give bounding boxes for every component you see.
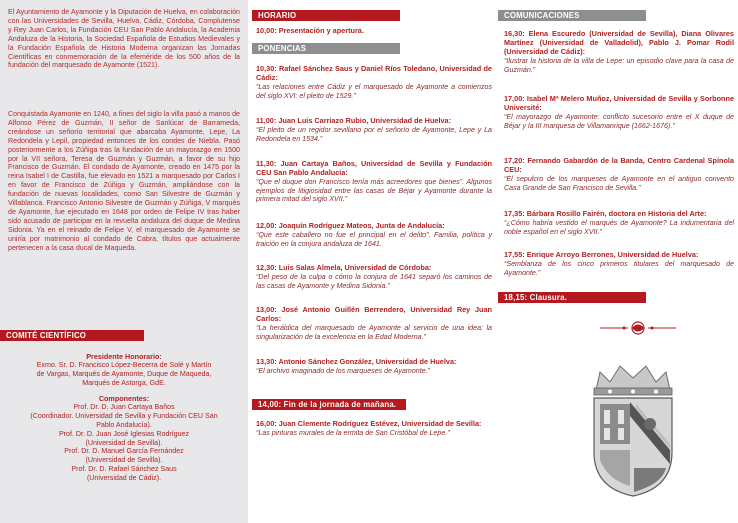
ponencia-entry <box>256 358 492 376</box>
comunicacion-title: 17,35: Bárbara Rosillo Fairén, doctora en Historia del Arte: <box>504 209 707 218</box>
ponencia-title: 13,00: José Antonio Guillén Berrendero, Universidad Rey Juan Carlos: <box>256 305 492 323</box>
componente-line: Prof. Dr. D. Manuel García Fernández <box>64 447 184 456</box>
comunicacion-title: 17,20: Fernando Gabardón de la Banda, Centro Cardenal Spínola CEU: <box>504 156 734 174</box>
ponencia-title: 16,00: Juan Clemente Rodríguez Estévez, Universidad de Sevilla: <box>256 419 482 428</box>
ponencia-entry <box>256 160 492 204</box>
ponencia-quote: “Del peso de la culpa o cómo la conjura de 1641 separó los caminos de las casas de Ayamonte y Medina Sidonia.” <box>256 272 492 290</box>
ponencia-entry <box>256 420 492 438</box>
intro-paragraph-2: Conquistada Ayamonte en 1240, a fines del siglo la villa pasó a manos de Alfonso Pérez de Guzmán, II señor de Sanlúcar de Barrameda, creándose un señorío territorial que abarcaba Ayamonte, Lepe, La Redondela y Lepil, propiedad entonces de los condes de Niebla. Pasó posteriormente a los Zúñiga tras la fundación de un mayorazgo en 1500 por la VII señora, Teresa de Guzmán y Guzmán, a favor de su hijo Francisco de Guzmán. El condado de Ayamonte, creado en 1475 por la reina Isabel I de Castilla, fue elevado en 1521 a marquesado por Carlos I en favor de Francisco de Zúñiga y Guzmán, ampliándose con la fundación de nuevas localidades, como San Silvestre de Guzmán y Villablanca. Francisco Antonio Silvestre de Guzmán y Zúñiga, V marqués de Ayamonte, fue ejecutado en 1648 por orden de Felipe IV tras haber sido acusado de participar en la revuelta andaluza del duque de Medina Sidonia. Ya en el reinado de Felipe V, el marquesado de Ayamonte se uniría por matrimonio al condado de Cabra, títulos que actualmente pertenecen a la casa ducal de Maqueda. <box>8 110 240 252</box>
comite-header: COMITÉ CIENTÍFICO <box>0 330 144 341</box>
ponencia-quote: “El pleito de un regidor sevillano por el señorío de Ayamonte, Lepe y La Redondela en 1534.” <box>256 125 492 143</box>
comunicacion-quote: “El sepulcro de los marqueses de Ayamonte en el antiguo convento Casa Grande de San Francisco de Sevilla.” <box>504 174 734 192</box>
comunicacion-entry <box>504 95 734 130</box>
componente-line: (Universidad de Cádiz). <box>86 473 162 482</box>
componente-line: Prof. Dr. D. Rafael Sánchez Saus <box>71 464 177 473</box>
honorario-line: de Vargas, Marqués de Ayamonte, Duque de Maqueda, <box>36 369 212 378</box>
honorario-line: Exmo. Sr. D. Francisco López-Becerra de Solé y Martín <box>36 361 212 369</box>
componente-line: (Coordinador. Universidad de Sevilla y Fundación CEU San <box>30 412 218 421</box>
clausura-header: 18,15: Clausura. <box>498 292 646 303</box>
comunicacion-entry <box>504 30 734 74</box>
ponencia-quote: “Que el duque don Francisco tenía más acreedores que bienes”. Algunos ejemplos de litigiosidad entre las casas de Béjar y Ayamonte durante la primera mitad del siglo XVII.” <box>256 177 492 204</box>
componente-line: Pablo Andalucía). <box>96 420 152 429</box>
ponencia-quote: “Que este caballero no fue el principal en el delito”. Familia, política y traición en la conjura andaluza de 1641. <box>256 230 492 248</box>
ponencia-title: 12,30: Luis Salas Almela, Universidad de Córdoba: <box>256 263 432 272</box>
ponencia-quote: “Las relaciones entre Cádiz y el marquesado de Ayamonte a comienzos del siglo XVI: el pleito de 1529.” <box>256 82 492 100</box>
comunicacion-entry <box>504 210 734 237</box>
comunicacion-entry <box>504 157 734 192</box>
ponencia-quote: “Las pinturas murales de la ermita de San Cristóbal de Lepe.” <box>256 428 450 437</box>
ponencia-quote: “El archivo imaginado de los marqueses de Ayamonte.” <box>256 366 430 375</box>
componente-line: Prof. Dr. D. Juan Cartaya Baños <box>73 403 175 412</box>
componente-line: (Universidad de Sevilla). <box>85 456 163 465</box>
ponencia-entry <box>256 65 492 100</box>
componente-line: (Universidad de Sevilla). <box>85 438 163 447</box>
ponencia-quote: “La heráldica del marquesado de Ayamonte al servicio de una idea: la singularización de la excelencia en la Edad Moderna.” <box>256 323 492 341</box>
ponencia-title: 11,30: Juan Cartaya Baños, Universidad de Sevilla y Fundación CEU San Pablo Andalucía: <box>256 159 492 177</box>
ponencia-entry <box>256 117 492 144</box>
ponencia-title: 10,30: Rafael Sánchez Saus y Daniel Ríos Toledano, Universidad de Cádiz: <box>256 64 492 82</box>
comite-list <box>8 346 240 483</box>
comunicacion-quote: “¿Cómo habría vestido el marqués de Ayamonte? La indumentaria del noble español en el siglo XVII.” <box>504 218 734 236</box>
ponencia-title: 13,30: Antonio Sánchez González, Universidad de Huelva: <box>256 357 457 366</box>
middle-panel <box>248 0 498 523</box>
ponencia-entry <box>256 264 492 291</box>
comunicacion-title: 17,00: Isabel Mª Melero Muñoz, Universidad de Sevilla y Sorbonne Université: <box>504 94 734 112</box>
fin-manana-header: 14,00: Fin de la jornada de mañana. <box>252 399 406 410</box>
comunicacion-entry <box>504 251 734 278</box>
honorario-line: Marqués de Astorga, GdE. <box>82 378 166 387</box>
comunicacion-quote: “Semblanza de los cinco primeros titulares del marquesado de Ayamonte.” <box>504 259 734 277</box>
coat-of-arms-icon <box>578 360 688 500</box>
ponencias-header: PONENCIAS <box>252 43 400 54</box>
componentes-title: Componentes: <box>98 394 150 404</box>
left-panel <box>0 0 248 523</box>
right-panel <box>498 0 738 523</box>
ponencia-entry <box>256 306 492 341</box>
comunicacion-title: 17,55: Enrique Arroyo Berrones, Universidad de Huelva: <box>504 250 699 259</box>
componente-line: Prof. Dr. D. Juan José Iglesias Rodríguez <box>58 429 190 438</box>
ponencia-entry <box>256 222 492 249</box>
comunicaciones-header: COMUNICACIONES <box>498 10 646 21</box>
ponencia-title: 11,00: Juan Luis Carriazo Rubio, Universidad de Huelva: <box>256 116 452 125</box>
honorario-title: Presidente Honorario: <box>86 352 162 361</box>
horario-header: HORARIO <box>252 10 400 21</box>
comunicacion-quote: “Ilustrar la historia de la villa de Lepe: un episodio clave para la casa de Guzmán.” <box>504 56 734 74</box>
ponencia-title: 12,00: Joaquín Rodríguez Mateos, Junta de Andalucía: <box>256 221 445 230</box>
ornament-divider-icon <box>598 320 678 336</box>
comunicacion-title: 16,30: Elena Escuredo (Universidad de Sevilla), Diana Olivares Martínez (Universidad de Valladolid), Pablo J. Pomar Rodil (Universidad de Cádiz): <box>504 29 734 56</box>
apertura-entry <box>256 27 492 36</box>
comunicacion-quote: “El mayorazgo de Ayamonte: conflicto sucesorio entre el X duque de Béjar y la III marquesa de Villamanrique (1662-1676).” <box>504 112 734 130</box>
intro-paragraph-1: El Ayuntamiento de Ayamonte y la Diputación de Huelva, en colaboración con las Universidades de Sevilla, Huelva, Cádiz, Córdoba, Complutense y Rey Juan Carlos, la Fundación CEU San Pablo Andalucía, la Academia Andaluza de la Historia, la Sociedad Española de Estudios Medievales y la Fundación Española de Historia Moderna organizan las Jornadas Científicas en conmemoración de la efeméride de los 500 años de la fundación del marquesado de Ayamonte (1521). <box>8 8 240 70</box>
apertura-title: 10,00: Presentación y apertura. <box>256 26 364 35</box>
